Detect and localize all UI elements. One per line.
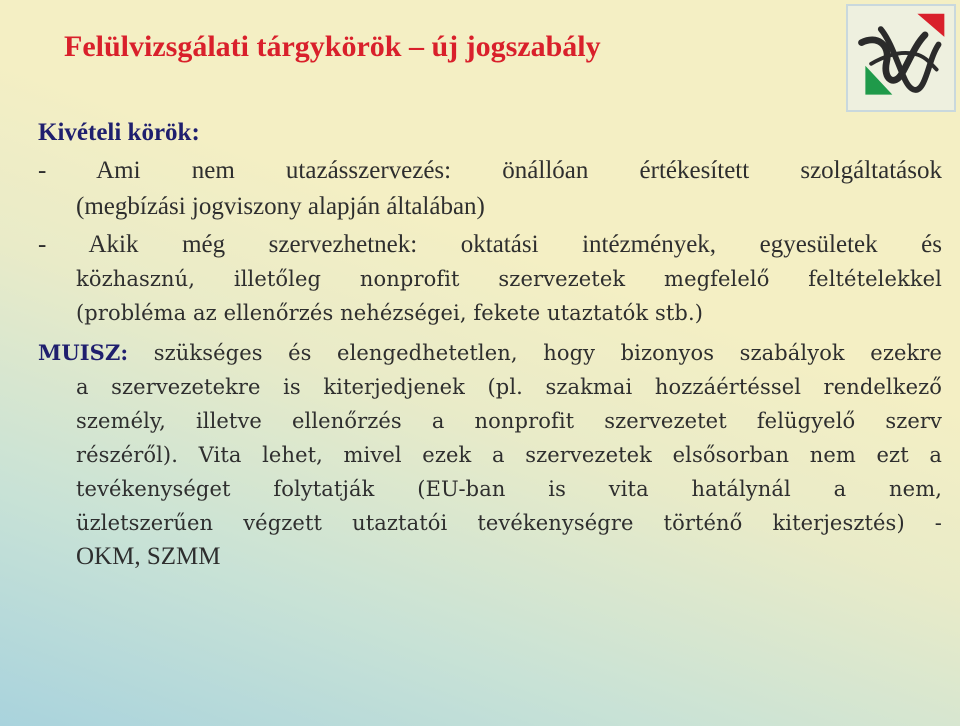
exception-item-2-line-3: (probléma az ellenőrzés nehézségei, fekete utaztatók stb.) [76, 301, 704, 325]
exceptions-heading: Kivételi körök: [38, 119, 200, 146]
muisz-line-5: tevékenységet folytatják (EU-ban is vita hatálynál a nem, [76, 477, 942, 501]
muisz-line-1 [38, 336, 942, 370]
exception-item-2-line-1: - Akik még szervezhetnek: oktatási intézmények, egyesületek és [38, 231, 942, 258]
exception-item-2-line-2: közhasznú, illetőleg nonprofit szervezetek megfelelő feltételekkel [76, 267, 942, 291]
exception-item-1-line-1: - Ami nem utazásszervezés: önállóan értékesített szolgáltatások [38, 157, 942, 184]
muisz-line-4: részéről). Vita lehet, mivel ezek a szervezetek elsősorban nem ezt a [76, 443, 942, 467]
muisz-line-2: a szervezetekre is kiterjedjenek (pl. szakmai hozzáértéssel rendelkező [76, 375, 942, 399]
organization-logo-icon [846, 4, 956, 112]
exception-item-1-line-2: (megbízási jogviszony alapján általában) [76, 193, 485, 220]
muisz-line-3: személy, illetve ellenőrzés a nonprofit szervezetet felügyelő szerv [76, 409, 942, 433]
muisz-line-7: OKM, SZMM [76, 543, 221, 570]
muisz-label: MUISZ: [38, 340, 129, 365]
slide-title: Felülvizsgálati tárgykörök – új jogszabály [64, 30, 601, 63]
muisz-line-6: üzletszerűen végzett utaztatói tevékenységre történő kiterjesztés) - [76, 511, 942, 535]
logo-red-triangle [917, 14, 944, 37]
muisz-line-1-text: szükséges és elengedhetetlen, hogy bizonyos szabályok ezekre [153, 341, 942, 365]
